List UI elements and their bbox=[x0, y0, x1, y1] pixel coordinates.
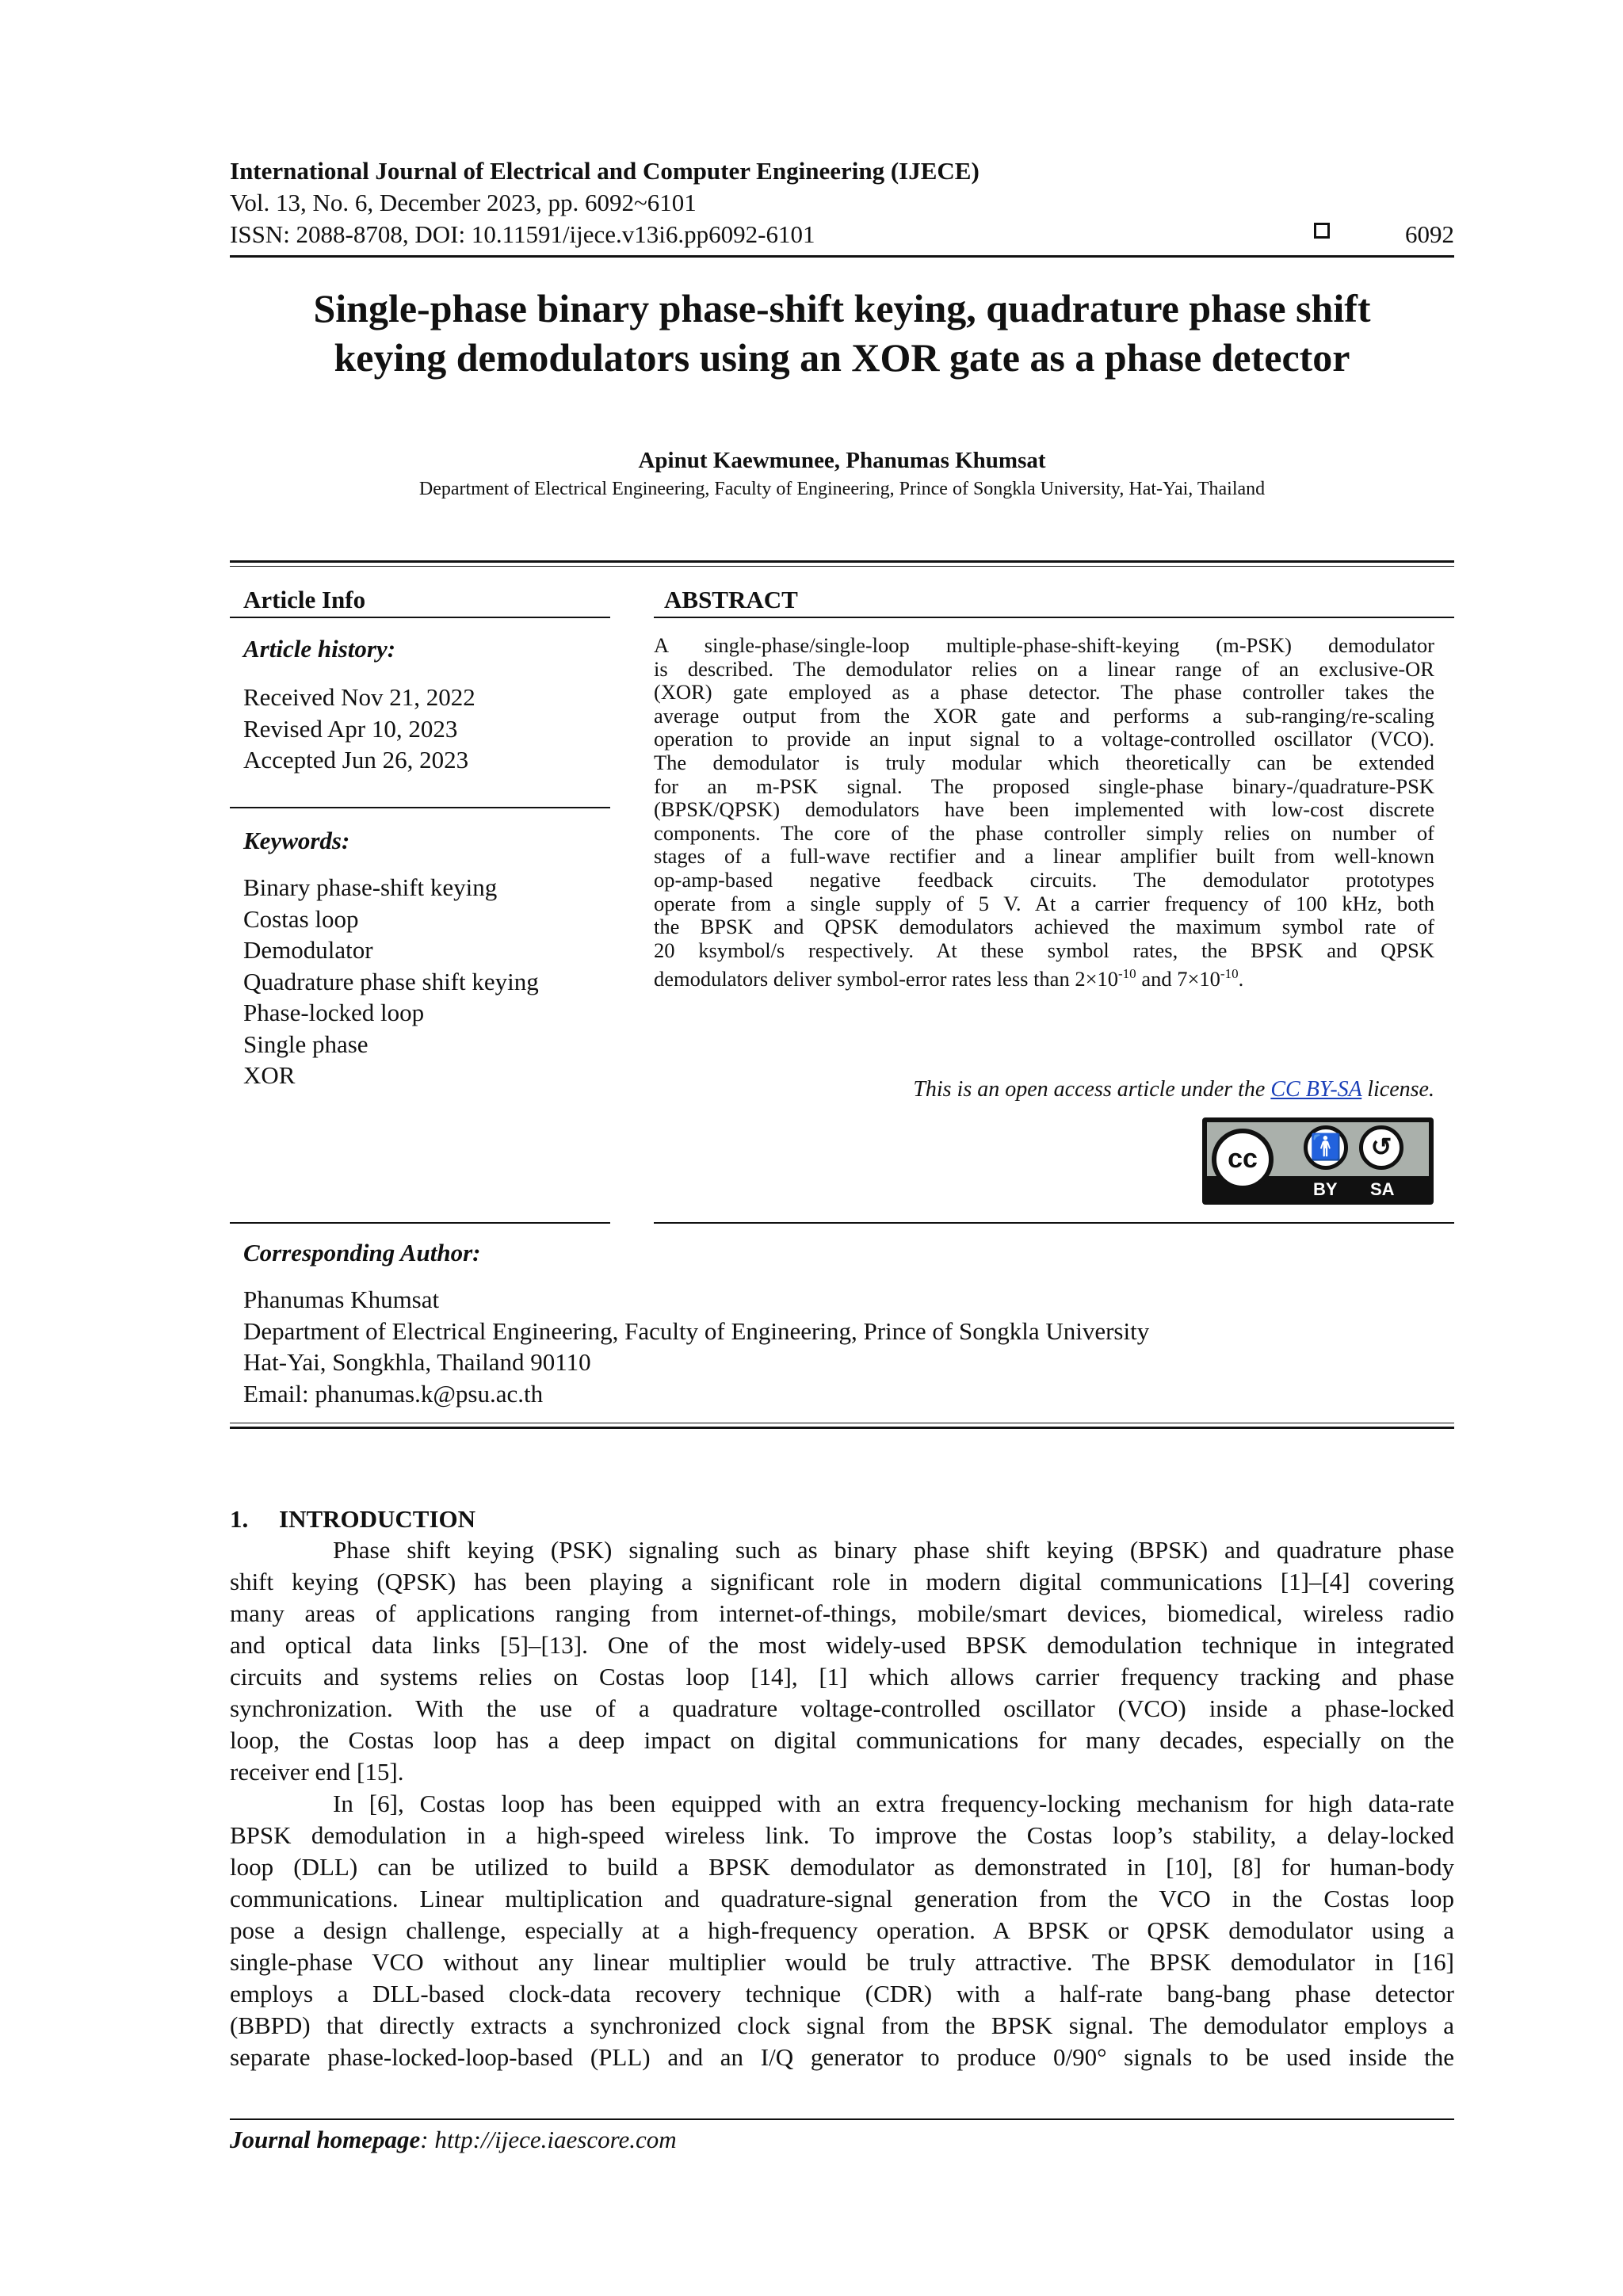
text-line: many areas of applications ranging from internet-of-things, mobile/smart devices, biomedical, wireless radio bbox=[230, 1599, 1454, 1627]
text-line: single-phase VCO without any linear multiplier would be truly attractive. The BPSK demodulator in [16] bbox=[230, 1948, 1454, 1976]
header-rule bbox=[230, 255, 1454, 258]
text-line: Phase shift keying (PSK) signaling such as binary phase shift keying (BPSK) and quadrature phase bbox=[333, 1536, 1454, 1564]
keyword-item: Demodulator bbox=[243, 936, 373, 964]
abstract-text bbox=[654, 634, 1434, 991]
keywords-heading: Keywords: bbox=[243, 827, 350, 854]
text-line: shift keying (QPSK) has been playing a significant role in modern digital communications [1]–[4] covering bbox=[230, 1568, 1454, 1595]
cc-by-sa-link[interactable]: CC BY-SA bbox=[1270, 1077, 1362, 1102]
license-statement bbox=[654, 1075, 1434, 1104]
abstract-line: operate from a single supply of 5 V. At a carrier frequency of 100 kHz, both bbox=[654, 892, 1434, 915]
corresponding-email: Email: phanumas.k@psu.ac.th bbox=[243, 1379, 544, 1408]
abstract-line: (BPSK/QPSK) demodulators have been implemented with low-cost discrete bbox=[654, 798, 1434, 822]
checkbox-bullet-icon bbox=[1314, 223, 1330, 239]
text-line: receiver end [15]. bbox=[230, 1758, 404, 1786]
abstract-last-prefix: demodulators deliver symbol-error rates less than 2×10 bbox=[654, 967, 1119, 991]
cc-by-sa-badge[interactable] bbox=[1202, 1117, 1434, 1205]
keyword-item: Quadrature phase shift keying bbox=[243, 967, 539, 995]
affiliation: Department of Electrical Engineering, Faculty of Engineering, Prince of Songkla University, Hat-Yai, Thailand bbox=[418, 479, 1266, 499]
keyword-item: Single phase bbox=[243, 1030, 369, 1058]
abstract-line: 20 ksymbol/s respectively. At these symbol rates, the BPSK and QPSK bbox=[654, 938, 1434, 962]
keyword-item: Binary phase-shift keying bbox=[243, 873, 498, 901]
abstract-line: the BPSK and QPSK demodulators achieved the maximum symbol rate of bbox=[654, 915, 1434, 939]
info-top-rule bbox=[230, 560, 1454, 563]
license-prefix: This is an open access article under the bbox=[913, 1077, 1271, 1102]
abstract-bottom-rule bbox=[654, 1222, 1454, 1224]
text-line: In [6], Costas loop has been equipped with an extra frequency-locking mechanism for high data-rate bbox=[333, 1790, 1454, 1817]
text-line: (BBPD) that directly extracts a synchronized clock signal from the BPSK signal. The demodulator employs a bbox=[230, 2011, 1454, 2039]
abstract-line: (XOR) gate employed as a phase detector. The phase controller takes the bbox=[654, 681, 1434, 705]
article-info-heading: Article Info bbox=[243, 586, 366, 613]
abstract-heading: ABSTRACT bbox=[664, 586, 798, 613]
abstract-last-mid: and 7×10 bbox=[1136, 967, 1220, 991]
journal-homepage bbox=[230, 2124, 677, 2156]
keyword-item: XOR bbox=[243, 1061, 296, 1089]
text-line: loop (DLL) can be utilized to build a BPSK demodulator as demonstrated in [10], [8] for human-body bbox=[230, 1853, 1454, 1881]
title-line-1: Single-phase binary phase-shift keying, quadrature phase shift bbox=[313, 286, 1371, 330]
share-alike-icon: ↺ bbox=[1359, 1125, 1403, 1170]
abstract-last-line bbox=[654, 962, 1434, 991]
cc-icon: cc bbox=[1212, 1129, 1274, 1190]
title-line-2: keying demodulators using an XOR gate as a phase detector bbox=[334, 335, 1350, 380]
abstract-line: average output from the XOR gate and performs a sub-ranging/re-scaling bbox=[654, 704, 1434, 728]
article-info-rule bbox=[230, 617, 610, 618]
journal-name: International Journal of Electrical and Computer Engineering (IJECE) bbox=[230, 157, 980, 185]
text-line: BPSK demodulation in a high-speed wireless link. To improve the Costas loop’s stability, a delay-locked bbox=[230, 1821, 1454, 1849]
corresponding-name: Phanumas Khumsat bbox=[243, 1286, 440, 1313]
abstract-line: stages of a full-wave rectifier and a linear amplifier built from well-known bbox=[654, 845, 1434, 869]
abstract-line: for an m-PSK signal. The proposed single-phase binary-/quadrature-PSK bbox=[654, 774, 1434, 798]
page-number: 6092 bbox=[1405, 220, 1454, 248]
issn-doi: ISSN: 2088-8708, DOI: 10.11591/ijece.v13i6.pp6092-6101 bbox=[230, 220, 815, 248]
text-line: communications. Linear multiplication and quadrature-signal generation from the VCO in the Costas loop bbox=[230, 1885, 1454, 1912]
intro-paragraph-2 bbox=[230, 1788, 1454, 2073]
abstract-rule bbox=[654, 617, 1454, 618]
license-suffix: license. bbox=[1361, 1077, 1434, 1102]
abstract-last-end: . bbox=[1238, 967, 1244, 991]
keyword-item: Costas loop bbox=[243, 904, 359, 933]
intro-paragraph-1 bbox=[230, 1534, 1454, 1788]
cc-sa-label: SA bbox=[1370, 1179, 1395, 1199]
history-accepted: Accepted Jun 26, 2023 bbox=[243, 746, 469, 774]
abstract-line: operation to provide an input signal to a voltage-controlled oscillator (VCO). bbox=[654, 728, 1434, 751]
keyword-item: Phase-locked loop bbox=[243, 999, 425, 1026]
text-line: pose a design challenge, especially at a high-frequency operation. A BPSK or QPSK demodulator using a bbox=[230, 1916, 1454, 1944]
corresponding-address: Hat-Yai, Songkhla, Thailand 90110 bbox=[243, 1348, 591, 1376]
abstract-line: op-amp-based negative feedback circuits. The demodulator prototypes bbox=[654, 868, 1434, 892]
exponent-1: -10 bbox=[1118, 966, 1136, 982]
attribution-person-icon: 🚹 bbox=[1304, 1125, 1348, 1170]
text-line: circuits and systems relies on Costas loop [14], [1] which allows carrier frequency tracking and phase bbox=[230, 1663, 1454, 1690]
authors: Apinut Kaewmunee, Phanumas Khumsat bbox=[638, 448, 1046, 473]
text-line: loop, the Costas loop has a deep impact on digital communications for many decades, especially on the bbox=[230, 1726, 1454, 1754]
abstract-line: The demodulator is truly modular which theoretically can be extended bbox=[654, 751, 1434, 774]
cc-by-label: BY bbox=[1313, 1179, 1338, 1199]
abstract-line: is described. The demodulator relies on a linear range of an exclusive-OR bbox=[654, 657, 1434, 681]
history-rule bbox=[230, 807, 610, 808]
text-line: and optical data links [5]–[13]. One of the most widely-used BPSK demodulation technique in integrated bbox=[230, 1631, 1454, 1659]
article-history-heading: Article history: bbox=[243, 635, 396, 663]
volume-info: Vol. 13, No. 6, December 2023, pp. 6092~6101 bbox=[230, 189, 697, 216]
text-line: employs a DLL-based clock-data recovery technique (CDR) with a half-rate bang-bang phase detector bbox=[230, 1980, 1454, 2008]
text-line: synchronization. With the use of a quadrature voltage-controlled oscillator (VCO) inside a phase-locked bbox=[230, 1694, 1454, 1722]
homepage-label: Journal homepage bbox=[230, 2126, 421, 2153]
corresponding-rule bbox=[230, 1427, 1454, 1429]
article-history-list bbox=[243, 682, 475, 776]
text-line: separate phase-locked-loop-based (PLL) and an I/Q generator to produce 0/90° signals to be used inside the bbox=[230, 2043, 1454, 2071]
info-top-rule-thin bbox=[230, 566, 1454, 567]
corresponding-dept: Department of Electrical Engineering, Faculty of Engineering, Prince of Songkla University bbox=[243, 1316, 1150, 1345]
keywords-rule bbox=[230, 1222, 610, 1224]
history-received: Received Nov 21, 2022 bbox=[243, 683, 475, 711]
history-revised: Revised Apr 10, 2023 bbox=[243, 714, 458, 743]
paper-title bbox=[230, 284, 1454, 382]
abstract-line: components. The core of the phase controller simply relies on number of bbox=[654, 821, 1434, 845]
abstract-line: A single-phase/single-loop multiple-phase-shift-keying (m-PSK) demodulator bbox=[654, 634, 1434, 657]
introduction-heading: 1. INTRODUCTION bbox=[230, 1505, 476, 1533]
footer-rule bbox=[230, 2118, 1454, 2120]
corresponding-details bbox=[243, 1284, 1149, 1409]
keywords-list bbox=[243, 872, 539, 1091]
exponent-2: -10 bbox=[1220, 966, 1239, 982]
homepage-url[interactable]: : http://ijece.iaescore.com bbox=[420, 2126, 677, 2153]
corresponding-heading: Corresponding Author: bbox=[243, 1239, 481, 1266]
